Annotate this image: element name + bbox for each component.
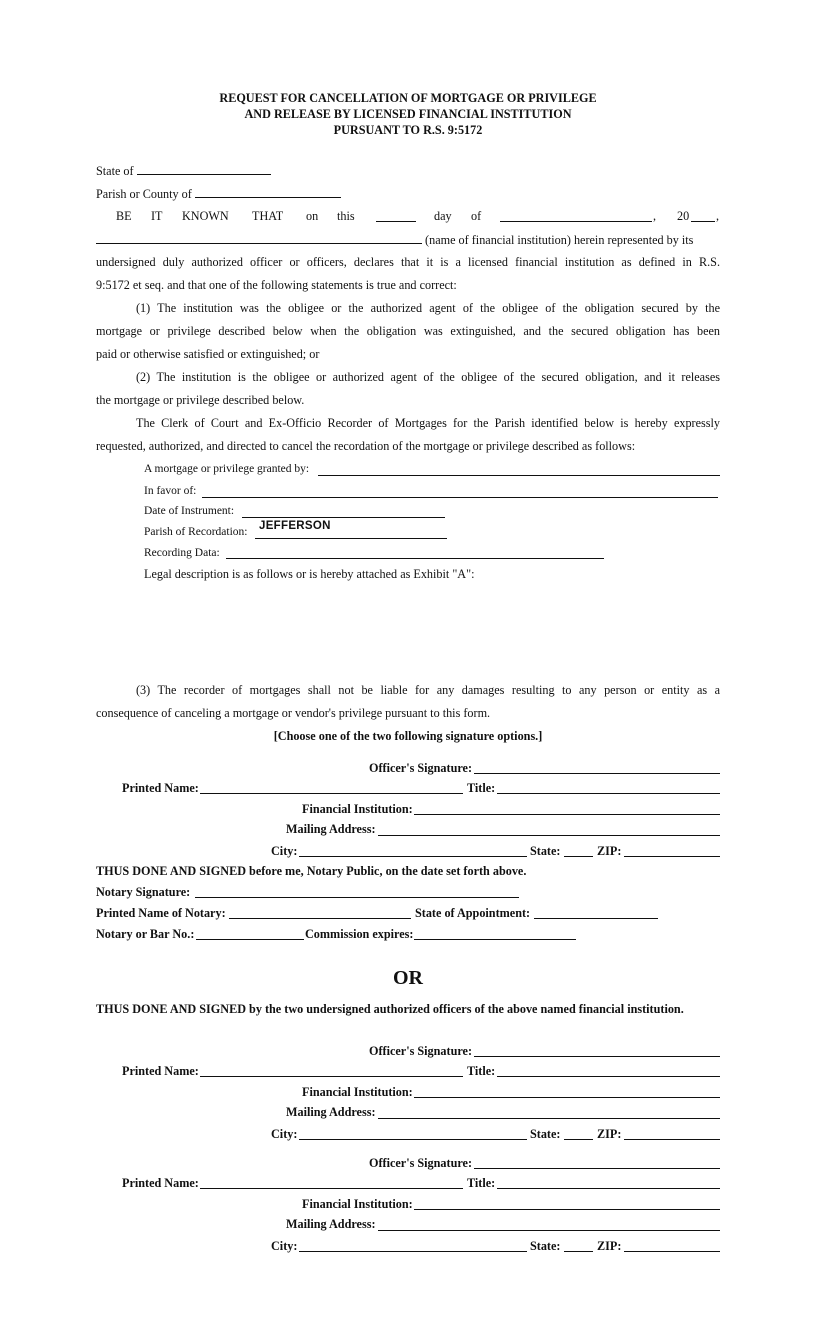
in-favor-of-label: In favor of: (144, 485, 197, 497)
officer-signature-field[interactable] (474, 773, 720, 774)
institution-name-field[interactable] (96, 232, 422, 244)
known-word-day: day (434, 209, 452, 223)
recording-data-label: Recording Data: (144, 547, 220, 559)
officer-a-state-label: State: (530, 1127, 561, 1141)
institution-name-suffix: (name of financial institution) herein represented by its (425, 233, 694, 247)
officer-signature-label: Officer's Signature: (369, 761, 473, 775)
known-word-be: BE (116, 209, 132, 223)
officer-b-zip-field[interactable] (624, 1251, 720, 1252)
parish-county-field[interactable] (195, 186, 341, 198)
notary-signature-field[interactable] (195, 897, 519, 898)
officer-a-mailing-field[interactable] (378, 1118, 720, 1119)
declares-line-2: 9:5172 et seq. and that one of the following statements is true and correct: (96, 278, 457, 292)
state-of-field[interactable] (137, 163, 271, 175)
officer-b-city-field[interactable] (299, 1251, 527, 1252)
officer-a-title-label: Title: (467, 1064, 496, 1078)
officer-b-state-field[interactable] (564, 1251, 593, 1252)
notary-signature-label: Notary Signature: (96, 885, 191, 899)
officer-a-institution-field[interactable] (414, 1097, 720, 1098)
recording-data-field[interactable] (226, 558, 604, 559)
officer-b-mailing-field[interactable] (378, 1230, 720, 1231)
known-word-that: THAT (252, 209, 284, 223)
known-word-known: KNOWN (182, 209, 229, 223)
declares-line-1: undersigned duly authorized officer or officers, declares that it is a licensed financial institution as defined in R.S. (96, 255, 720, 269)
known-comma-end: , (716, 209, 720, 223)
known-word-on: on (306, 209, 319, 223)
city-field[interactable] (299, 856, 527, 857)
be-it-known-row (96, 209, 720, 224)
title-label: Title: (467, 781, 496, 795)
officer-a-printed-name-label: Printed Name: (122, 1064, 199, 1078)
title-line-1: REQUEST FOR CANCELLATION OF MORTGAGE OR PRIVILEGE (219, 91, 597, 105)
parish-of-recordation-value: JEFFERSON (259, 520, 331, 532)
title-field[interactable] (497, 793, 720, 794)
year-prefix: 20 (677, 209, 690, 223)
printed-name-field[interactable] (200, 793, 463, 794)
date-of-instrument-field[interactable] (242, 517, 445, 518)
granted-by-label: A mortgage or privilege granted by: (144, 463, 310, 475)
known-word-of: of (471, 209, 482, 223)
notary-printed-name-label: Printed Name of Notary: (96, 906, 226, 920)
parish-county-row (96, 186, 341, 202)
officer-a-institution-label: Financial Institution: (302, 1085, 413, 1099)
liability-line-1: (3) The recorder of mortgages shall not be liable for any damages resulting to any person or entity as a (136, 683, 720, 697)
commission-expires-label: Commission expires: (305, 927, 414, 941)
officer-b-title-field[interactable] (497, 1188, 720, 1189)
city-label: City: (271, 844, 298, 858)
notary-printed-name-field[interactable] (229, 918, 411, 919)
mailing-address-label: Mailing Address: (286, 822, 376, 836)
state-of-appointment-label: State of Appointment: (415, 906, 531, 920)
or-divider: OR (393, 967, 423, 989)
officer-a-city-field[interactable] (299, 1139, 527, 1140)
financial-institution-field[interactable] (414, 814, 720, 815)
granted-by-field[interactable] (318, 475, 720, 476)
known-comma: , (653, 209, 657, 223)
legal-description-label: Legal description is as follows or is hereby attached as Exhibit "A": (144, 567, 475, 581)
statement-1-line-3: paid or otherwise satisfied or extinguished; or (96, 347, 320, 361)
notary-bar-no-field[interactable] (196, 939, 304, 940)
parish-of-recordation-label: Parish of Recordation: (144, 526, 248, 538)
title-line-2: AND RELEASE BY LICENSED FINANCIAL INSTITUTION (244, 107, 572, 121)
financial-institution-label: Financial Institution: (302, 802, 413, 816)
officer-a-printed-name-field[interactable] (200, 1076, 463, 1077)
officer-b-mailing-label: Mailing Address: (286, 1217, 376, 1231)
state-field[interactable] (564, 856, 593, 857)
statement-2-line-1: (2) The institution is the obligee or authorized agent of the obligee of the secured obligation, and it releases (136, 370, 720, 384)
officer-a-title-field[interactable] (497, 1076, 720, 1077)
printed-name-label: Printed Name: (122, 781, 199, 795)
state-label: State: (530, 844, 561, 858)
officer-b-institution-label: Financial Institution: (302, 1197, 413, 1211)
officer-a-mailing-label: Mailing Address: (286, 1105, 376, 1119)
officer-b-zip-label: ZIP: (597, 1239, 622, 1253)
officer-b-state-label: State: (530, 1239, 561, 1253)
zip-field[interactable] (624, 856, 720, 857)
day-number-field[interactable] (376, 221, 416, 222)
officer-b-printed-name-field[interactable] (200, 1188, 463, 1189)
officer-a-city-label: City: (271, 1127, 298, 1141)
officer-a-signature-label: Officer's Signature: (369, 1044, 473, 1058)
year-field[interactable] (691, 221, 715, 222)
officer-a-zip-field[interactable] (624, 1139, 720, 1140)
notary-thus-done: THUS DONE AND SIGNED before me, Notary Public, on the date set forth above. (96, 864, 527, 878)
month-field[interactable] (500, 221, 652, 222)
institution-name-row (96, 232, 693, 248)
officer-b-signature-field[interactable] (474, 1168, 720, 1169)
officer-b-institution-field[interactable] (414, 1209, 720, 1210)
officer-b-city-label: City: (271, 1239, 298, 1253)
statement-2-line-2: the mortgage or privilege described below. (96, 393, 305, 407)
parish-county-label: Parish or County of (96, 187, 192, 201)
officer-b-signature-label: Officer's Signature: (369, 1156, 473, 1170)
officer-a-signature-field[interactable] (474, 1056, 720, 1057)
zip-label: ZIP: (597, 844, 622, 858)
officer-b-title-label: Title: (467, 1176, 496, 1190)
mailing-address-field[interactable] (378, 835, 720, 836)
officer-a-zip-label: ZIP: (597, 1127, 622, 1141)
in-favor-of-field[interactable] (202, 497, 718, 498)
clerk-line-1: The Clerk of Court and Ex-Officio Recorder of Mortgages for the Parish identified below is hereby expressly (136, 416, 720, 430)
title-line-3: PURSUANT TO R.S. 9:5172 (333, 123, 483, 137)
statement-1-line-2: mortgage or privilege described below when the obligation was extinguished, and the secured obligation has been (96, 324, 720, 338)
date-of-instrument-label: Date of Instrument: (144, 505, 235, 517)
state-of-appointment-field[interactable] (534, 918, 658, 919)
parish-of-recordation-field[interactable] (255, 538, 447, 539)
officer-a-state-field[interactable] (564, 1139, 593, 1140)
two-officers-statement: THUS DONE AND SIGNED by the two undersigned authorized officers of the above named financial institution. (96, 1002, 684, 1016)
known-word-this: this (337, 209, 355, 223)
choose-signature-option: [Choose one of the two following signature options.] (273, 729, 543, 743)
state-of-label: State of (96, 164, 134, 178)
legal-description-area[interactable] (144, 588, 720, 668)
state-of-row (96, 163, 271, 179)
clerk-line-2: requested, authorized, and directed to cancel the recordation of the mortgage or privilege described as follows: (96, 439, 636, 453)
commission-expires-field[interactable] (414, 939, 576, 940)
liability-line-2: consequence of canceling a mortgage or vendor's privilege pursuant to this form. (96, 706, 491, 720)
known-word-it: IT (151, 209, 163, 223)
statement-1-line-1: (1) The institution was the obligee or the authorized agent of the obligee of the obligation secured by the (136, 301, 720, 315)
officer-b-printed-name-label: Printed Name: (122, 1176, 199, 1190)
notary-bar-no-label: Notary or Bar No.: (96, 927, 195, 941)
